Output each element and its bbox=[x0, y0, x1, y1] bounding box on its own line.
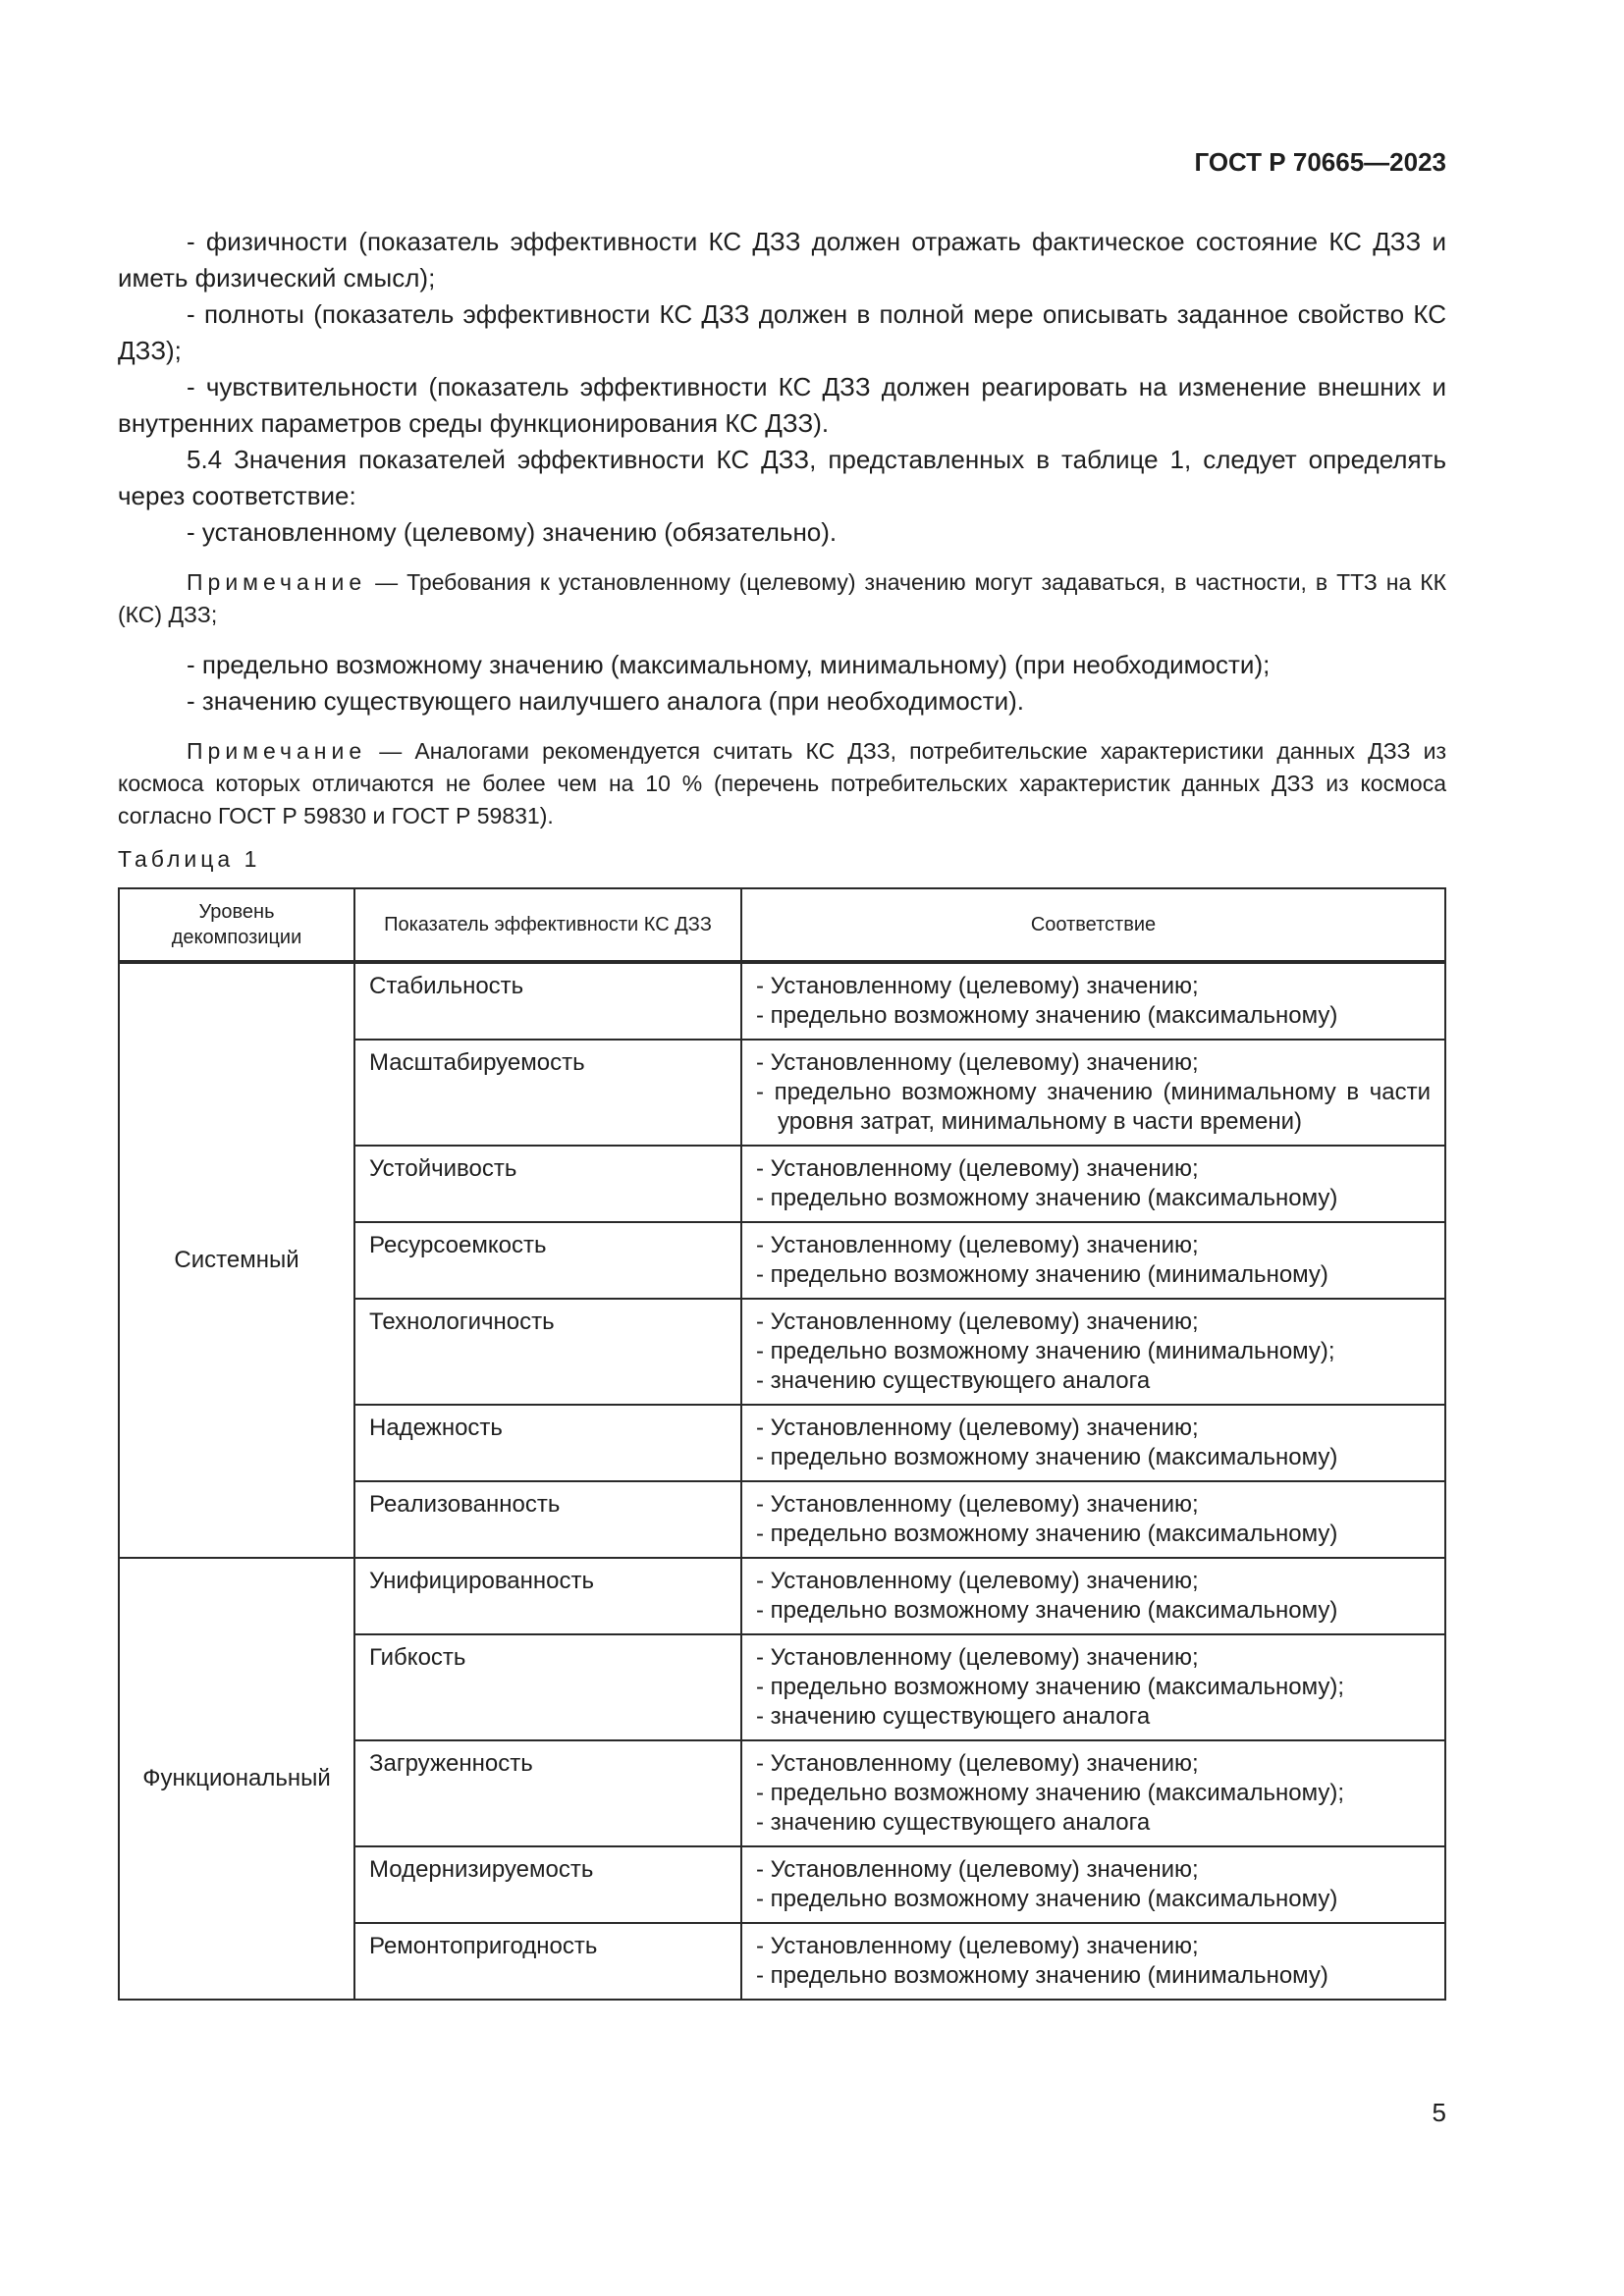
correspondence-item: - предельно возможному значению (максимальному) bbox=[756, 1002, 1338, 1029]
correspondence-cell bbox=[741, 1923, 1445, 2000]
correspondence-item: - предельно возможному значению (максимальному); bbox=[756, 1780, 1345, 1806]
correspondence-item: - Установленному (целевому) значению; bbox=[756, 1415, 1199, 1441]
table-header-row bbox=[119, 888, 1445, 962]
correspondence-item: - Установленному (целевому) значению; bbox=[756, 1933, 1199, 1959]
correspondence-item: - предельно возможному значению (максимальному) bbox=[756, 1886, 1338, 1912]
correspondence-item: - Установленному (целевому) значению; bbox=[756, 1232, 1199, 1258]
correspondence-cell bbox=[741, 962, 1445, 1040]
paragraph: - значению существующего наилучшего аналога (при необходимости). bbox=[187, 686, 1024, 716]
effectiveness-table bbox=[118, 887, 1446, 2001]
paragraph: - установленному (целевому) значению (обязательно). bbox=[187, 517, 838, 547]
correspondence-cell bbox=[741, 1222, 1445, 1299]
paragraph: - полноты (показатель эффективности КС ДЗЗ должен в полной мере описывать заданное свойство КС ДЗЗ); bbox=[118, 299, 1446, 365]
correspondence-cell bbox=[741, 1846, 1445, 1923]
correspondence-item: - предельно возможному значению (минимальному) bbox=[756, 1962, 1328, 1989]
correspondence-item: - Установленному (целевому) значению; bbox=[756, 1750, 1199, 1777]
body-text bbox=[118, 224, 1446, 848]
header-cell: Уровень декомпозиции bbox=[119, 888, 354, 962]
correspondence-item: - значению существующего аналога bbox=[756, 1367, 1151, 1394]
indicator-cell: Загруженность bbox=[354, 1740, 741, 1846]
correspondence-item: - Установленному (целевому) значению; bbox=[756, 973, 1199, 999]
correspondence-cell bbox=[741, 1481, 1445, 1558]
indicator-cell: Масштабируемость bbox=[354, 1040, 741, 1146]
paragraph: 5.4 Значения показателей эффективности КС ДЗЗ, представленных в таблице 1, следует определять через соответствие: bbox=[118, 445, 1446, 510]
indicator-cell: Модернизируемость bbox=[354, 1846, 741, 1923]
correspondence-item: - Установленному (целевому) значению; bbox=[756, 1644, 1199, 1671]
correspondence-item: - предельно возможному значению (максимальному) bbox=[756, 1444, 1338, 1470]
correspondence-item: - предельно возможному значению (минимальному) bbox=[756, 1261, 1328, 1288]
correspondence-cell bbox=[741, 1299, 1445, 1405]
table-row bbox=[119, 962, 1445, 1040]
correspondence-item: - Установленному (целевому) значению; bbox=[756, 1049, 1199, 1076]
level-cell: Системный bbox=[119, 962, 354, 1558]
note bbox=[118, 566, 1446, 631]
table-row bbox=[119, 1558, 1445, 1634]
correspondence-item: - предельно возможному значению (максимальному) bbox=[756, 1597, 1338, 1624]
correspondence-item: - предельно возможному значению (максимальному) bbox=[756, 1521, 1338, 1547]
correspondence-cell bbox=[741, 1634, 1445, 1740]
correspondence-item: - значению существующего аналога bbox=[756, 1703, 1151, 1730]
indicator-cell: Устойчивость bbox=[354, 1146, 741, 1222]
table-body bbox=[119, 962, 1445, 2000]
header-cell: Соответствие bbox=[741, 888, 1445, 962]
indicator-cell: Реализованность bbox=[354, 1481, 741, 1558]
correspondence-item: - Установленному (целевому) значению; bbox=[756, 1856, 1199, 1883]
correspondence-item: - предельно возможному значению (минимальному в части уровня затрат, минимальному в части времени) bbox=[756, 1079, 1431, 1135]
paragraph: - чувствительности (показатель эффективности КС ДЗЗ должен реагировать на изменение внешних и внутренних параметров среды функционирования КС ДЗЗ). bbox=[118, 372, 1446, 438]
paragraph: - физичности (показатель эффективности КС ДЗЗ должен отражать фактическое состояние КС ДЗЗ и иметь физический смысл); bbox=[118, 227, 1446, 293]
correspondence-cell bbox=[741, 1740, 1445, 1846]
indicator-cell: Надежность bbox=[354, 1405, 741, 1481]
note-text: — Требования к установленному (целевому) значению могут задаваться, в частности, в ТТЗ на КК (КС) ДЗЗ; bbox=[118, 569, 1447, 627]
indicator-cell: Унифицированность bbox=[354, 1558, 741, 1634]
correspondence-item: - значению существующего аналога bbox=[756, 1809, 1151, 1836]
indicator-cell: Ресурсоемкость bbox=[354, 1222, 741, 1299]
indicator-cell: Стабильность bbox=[354, 962, 741, 1040]
document-header: ГОСТ Р 70665—2023 bbox=[1194, 147, 1446, 177]
paragraph: - предельно возможному значению (максимальному, минимальному) (при необходимости); bbox=[187, 650, 1271, 679]
correspondence-item: - предельно возможному значению (максимальному) bbox=[756, 1185, 1338, 1211]
indicator-cell: Гибкость bbox=[354, 1634, 741, 1740]
correspondence-cell bbox=[741, 1558, 1445, 1634]
correspondence-cell bbox=[741, 1146, 1445, 1222]
note-label: Примечание bbox=[187, 569, 367, 595]
correspondence-item: - предельно возможному значению (минимальному); bbox=[756, 1338, 1335, 1364]
correspondence-item: - Установленному (целевому) значению; bbox=[756, 1308, 1199, 1335]
correspondence-item: - Установленному (целевому) значению; bbox=[756, 1568, 1199, 1594]
correspondence-item: - Установленному (целевому) значению; bbox=[756, 1491, 1199, 1518]
correspondence-cell bbox=[741, 1405, 1445, 1481]
correspondence-item: - Установленному (целевому) значению; bbox=[756, 1155, 1199, 1182]
header-cell: Показатель эффективности КС ДЗЗ bbox=[354, 888, 741, 962]
note bbox=[118, 735, 1446, 832]
indicator-cell: Ремонтопригодность bbox=[354, 1923, 741, 2000]
note-text: — Аналогами рекомендуется считать КС ДЗЗ, потребительские характеристики данных ДЗЗ из космоса которых отличаются не более чем на 10 % (перечень потребительских характеристик данных ДЗЗ из космоса согласно ГОСТ Р 59830 и ГОСТ Р 59831). bbox=[118, 738, 1447, 828]
table-caption: Таблица 1 bbox=[118, 846, 261, 872]
level-cell: Функциональный bbox=[119, 1558, 354, 2000]
note-label: Примечание bbox=[187, 738, 367, 764]
page-number: 5 bbox=[1432, 2098, 1446, 2127]
correspondence-cell bbox=[741, 1040, 1445, 1146]
correspondence-item: - предельно возможному значению (максимальному); bbox=[756, 1674, 1345, 1700]
indicator-cell: Технологичность bbox=[354, 1299, 741, 1405]
